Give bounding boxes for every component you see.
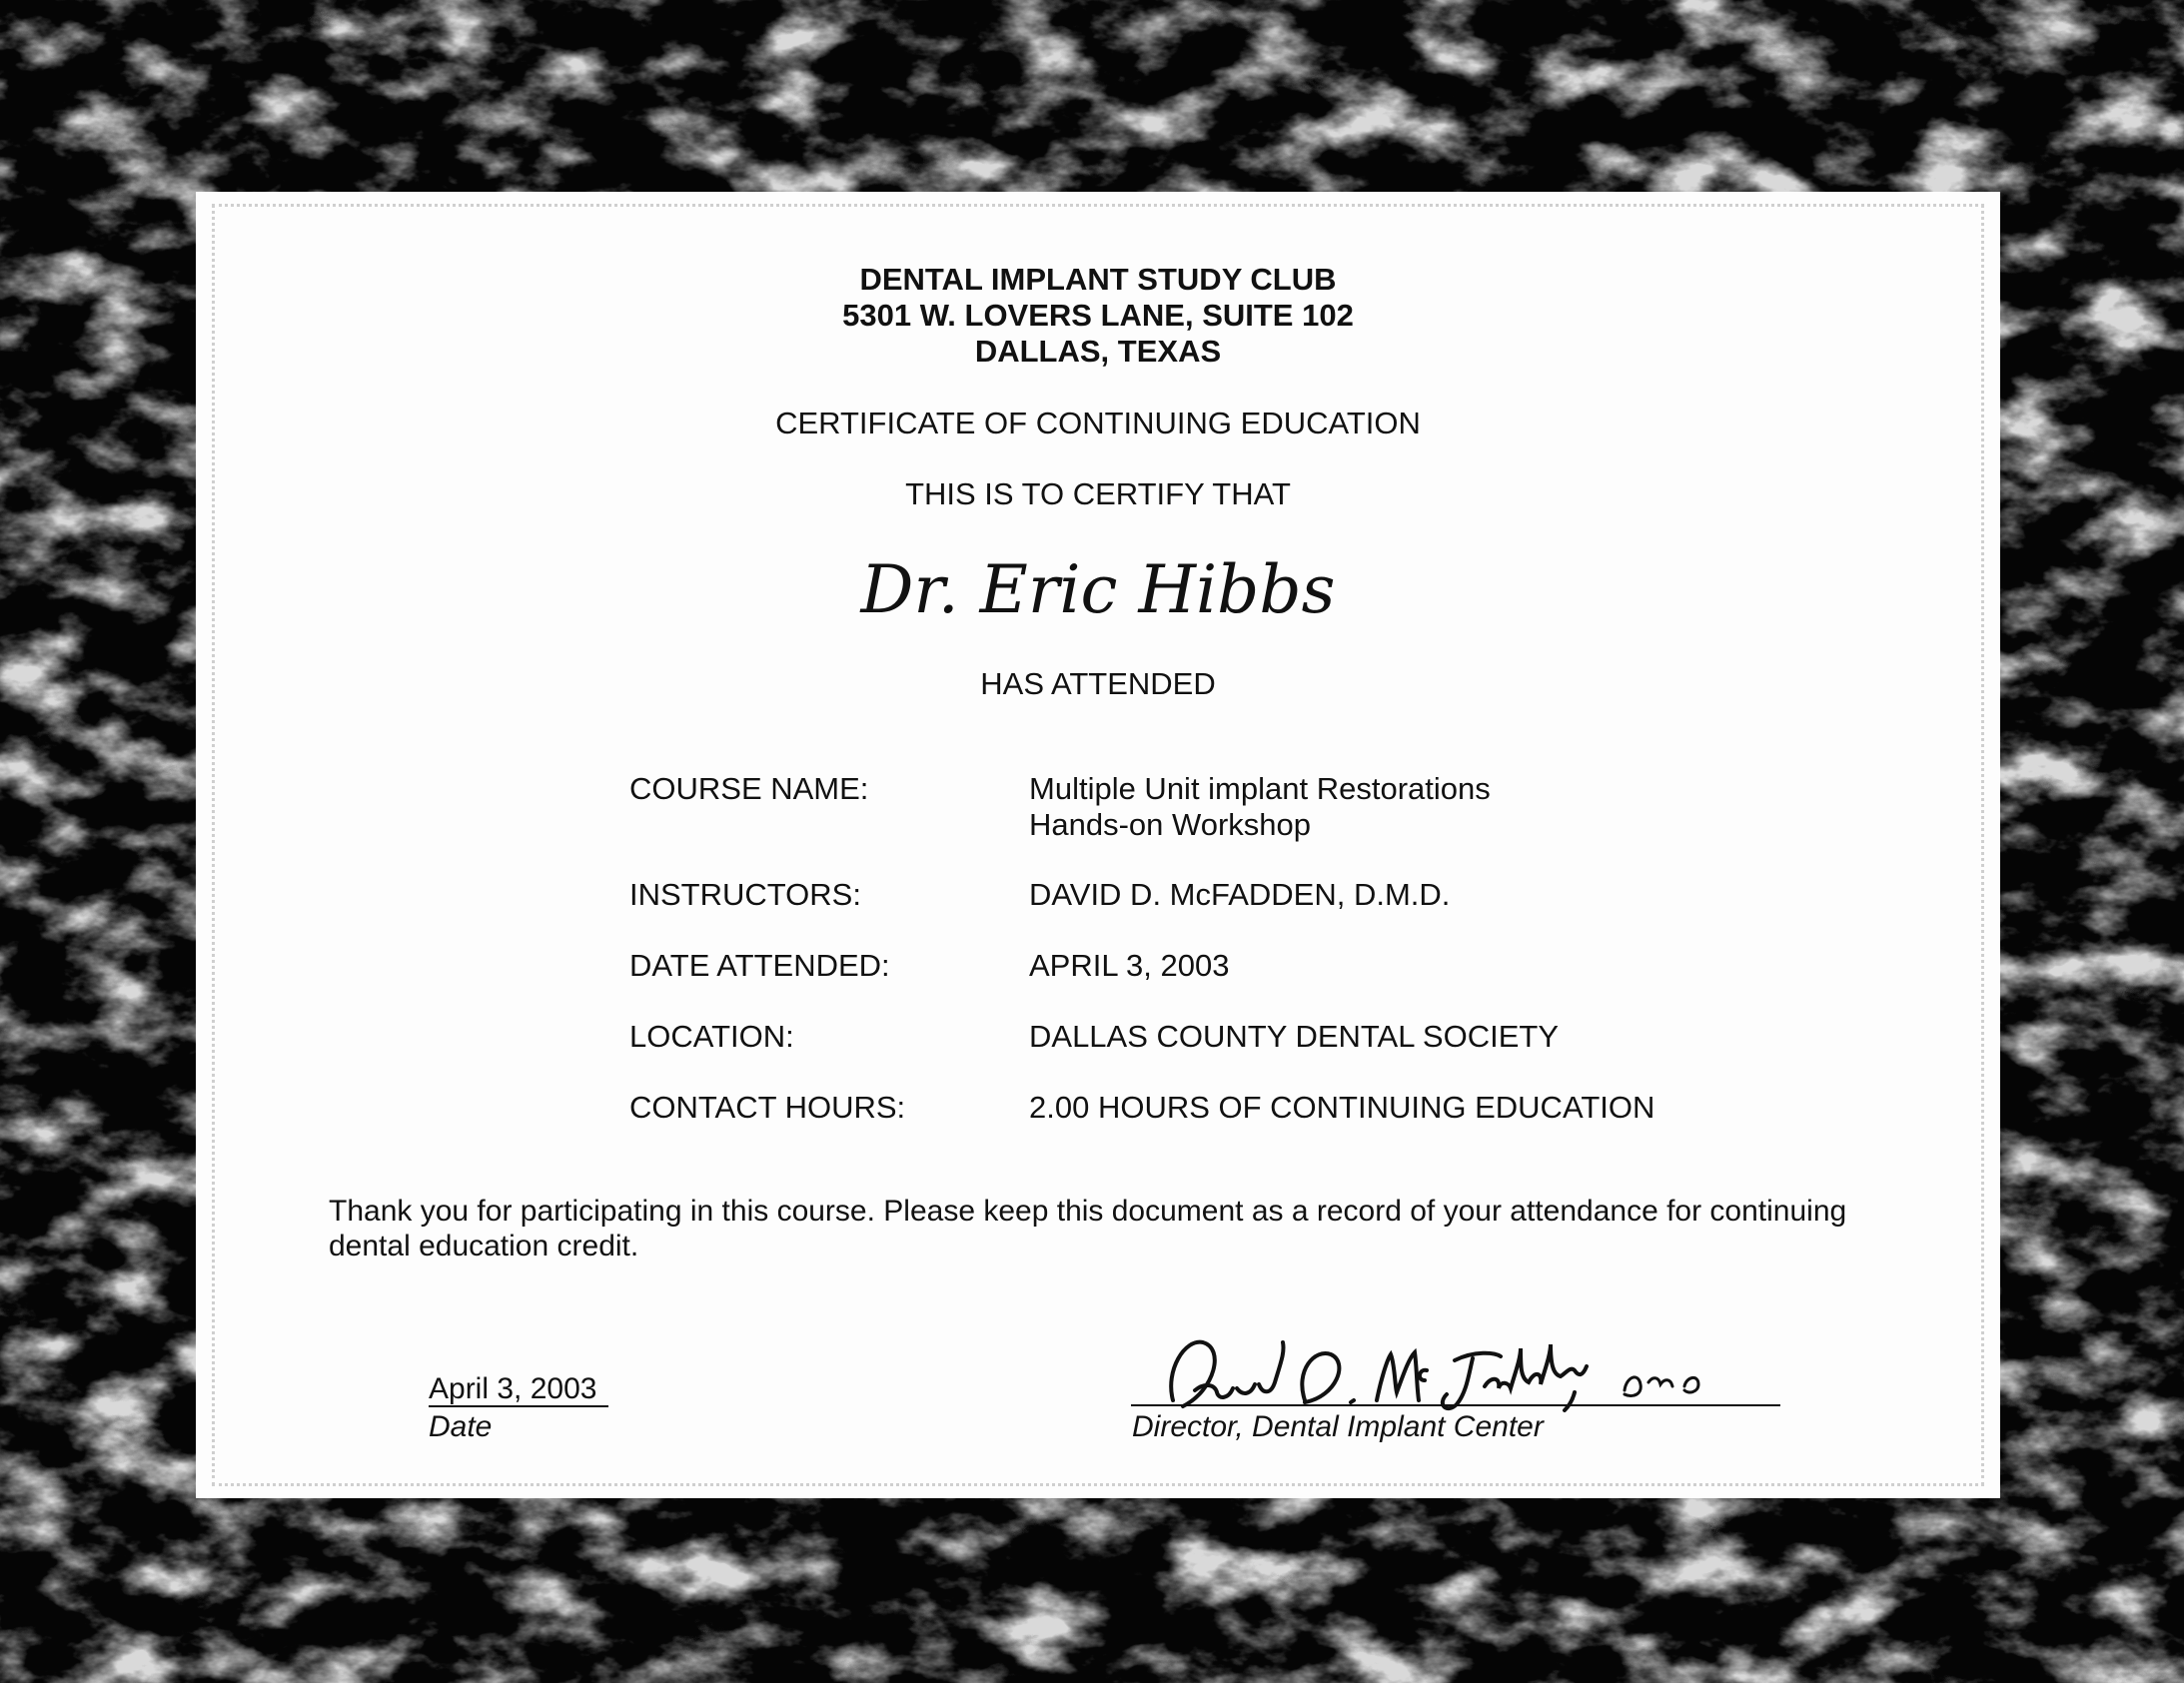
club-address: 5301 W. LOVERS LANE, SUITE 102 [842, 298, 1354, 333]
recipient-name: Dr. Eric Hibbs [860, 551, 1336, 628]
attended-text: HAS ATTENDED [980, 666, 1216, 701]
certify-text: THIS IS TO CERTIFY THAT [905, 476, 1291, 511]
course-name-label: COURSE NAME: [629, 771, 869, 806]
footer-date-value: April 3, 2003 [429, 1372, 597, 1405]
signature-line [1131, 1404, 1780, 1406]
signature-caption: Director, Dental Implant Center [1132, 1410, 1544, 1443]
thanks-paragraph: Thank you for participating in this course. Please keep this document as a record of your attendance for continuing dental education credit. [329, 1195, 1847, 1262]
course-name-line1: Multiple Unit implant Restorations [1029, 771, 1491, 806]
certificate-sheet [196, 192, 2000, 1498]
footer-date-caption: Date [429, 1410, 493, 1443]
certificate-title: CERTIFICATE OF CONTINUING EDUCATION [775, 406, 1421, 440]
course-name-line2: Hands-on Workshop [1029, 807, 1312, 842]
club-city: DALLAS, TEXAS [974, 334, 1222, 369]
date-attended-value: APRIL 3, 2003 [1029, 948, 1230, 983]
contact-hours-label: CONTACT HOURS: [629, 1090, 906, 1125]
date-underline [429, 1405, 608, 1407]
location-label: LOCATION: [629, 1019, 794, 1054]
date-attended-label: DATE ATTENDED: [629, 948, 890, 983]
club-name: DENTAL IMPLANT STUDY CLUB [859, 262, 1337, 297]
instructors-label: INSTRUCTORS: [629, 877, 861, 912]
instructors-value: DAVID D. McFADDEN, D.M.D. [1029, 877, 1451, 912]
location-value: DALLAS COUNTY DENTAL SOCIETY [1029, 1019, 1559, 1054]
contact-hours-value: 2.00 HOURS OF CONTINUING EDUCATION [1029, 1090, 1655, 1125]
certificate-border [212, 204, 1984, 1486]
director-signature [1155, 1330, 1714, 1420]
